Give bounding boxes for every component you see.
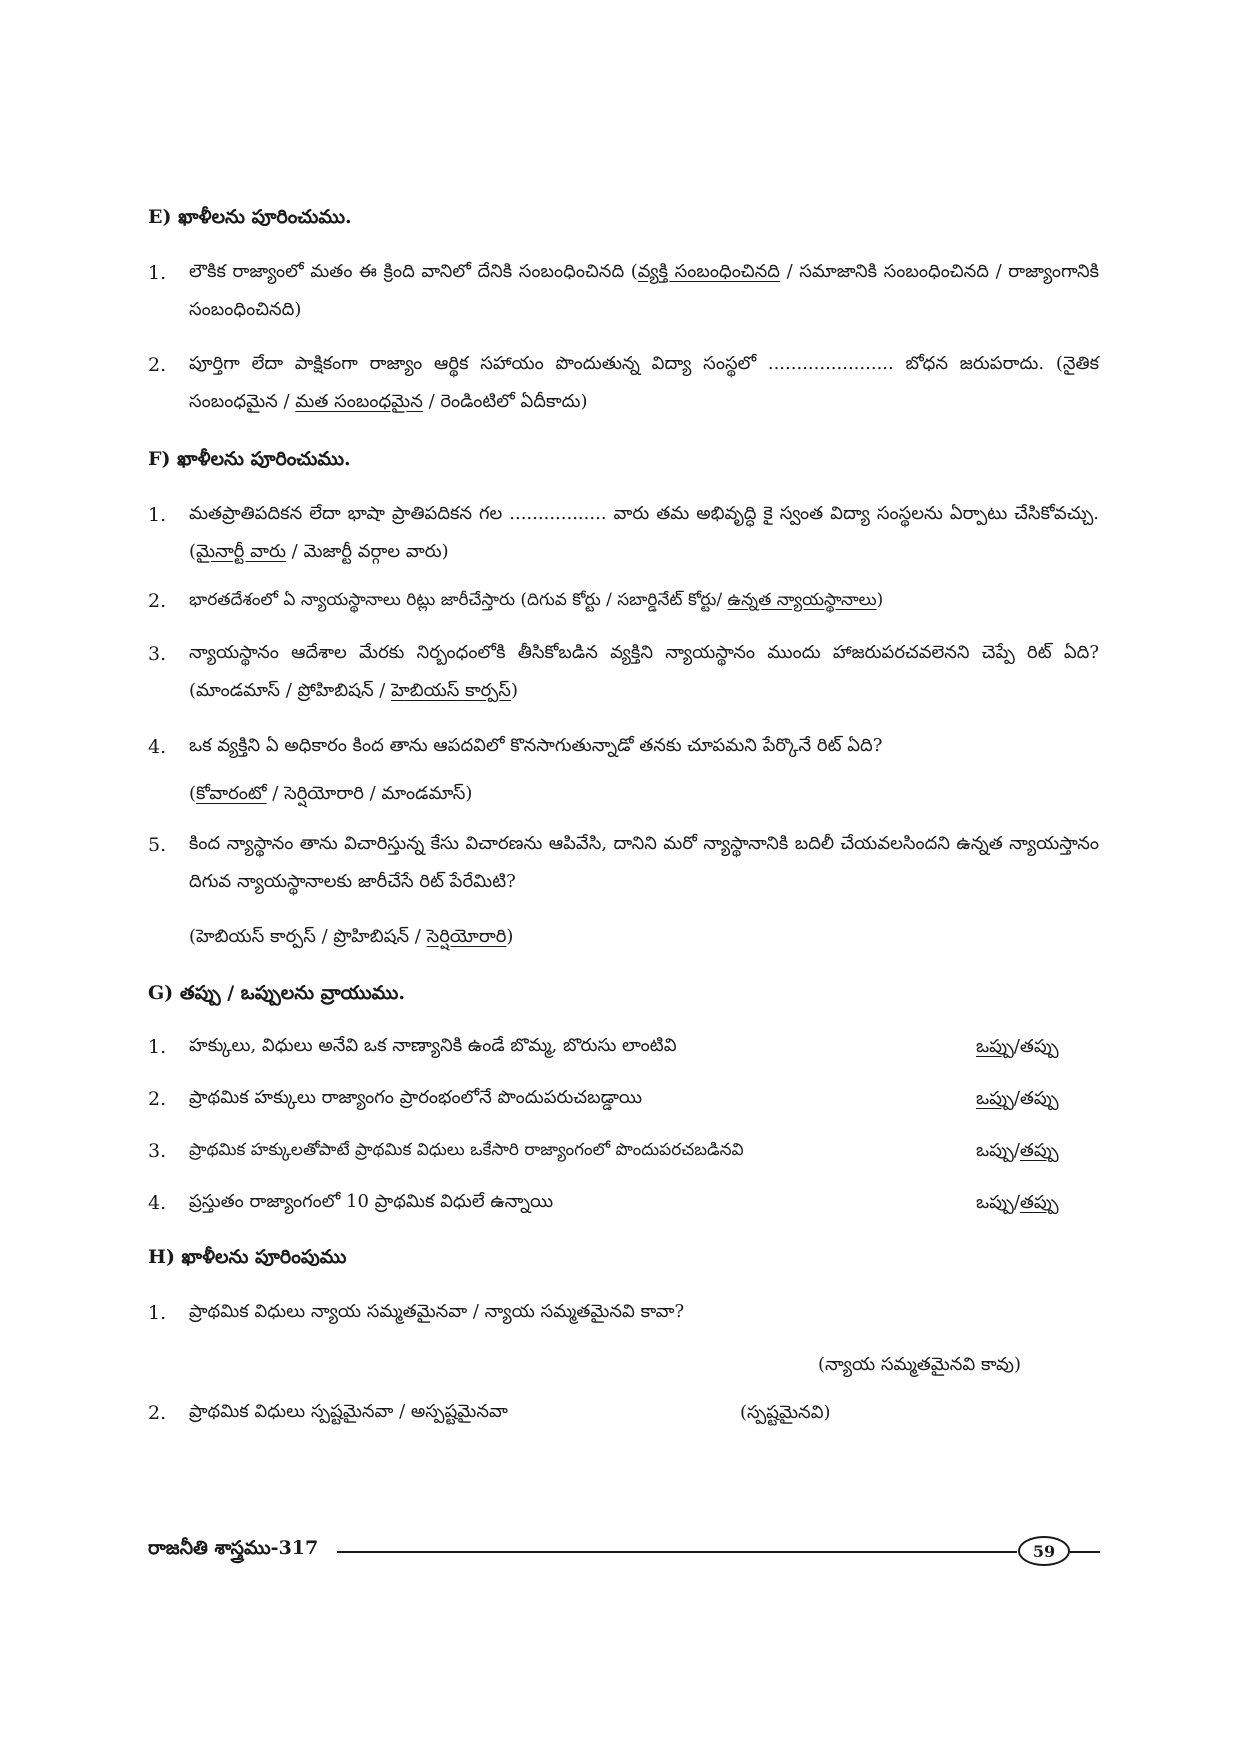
e-q2-answer: మత సంబంధమైన: [295, 391, 423, 412]
g-item-4-number: 4.: [148, 1192, 167, 1214]
page-number: 59: [1018, 1536, 1070, 1566]
e-q1-answer: వ్యక్తి సంబంధించినది: [637, 261, 780, 282]
g-item-1-answer: [976, 1036, 1059, 1061]
f-q5-tail: ): [506, 926, 514, 947]
g-item-4-right: ఒప్పు: [976, 1192, 1014, 1213]
h-q1-number: 1.: [148, 1302, 167, 1324]
h-q1-text: ప్రాథమిక విధులు న్యాయ సమ్మతమైనవా / న్యాయ సమ్మతమైనవి కావా?: [189, 1301, 685, 1322]
g-item-3-right: ఒప్పు: [976, 1140, 1014, 1161]
f-q2-answer: ఉన్నత న్యాయస్థానాలు: [727, 590, 877, 610]
f-q1-lead: మతప్రాతిపదికన లేదా భాషా ప్రాతిపదికన గల ................. వారు తమ అభివృద్ధి కై స్వంత విద్యా సంస్థలను ఏర్పాటు చేసికోవచ్చు. (: [189, 503, 1099, 562]
section-e-heading: E) ఖాళీలను పూరించుము.: [148, 206, 352, 228]
e-q2-number: 2.: [148, 354, 167, 376]
f-q3-text: [189, 634, 1099, 710]
f-q3-number: 3.: [148, 643, 167, 665]
e-q2-text: [189, 345, 1099, 421]
f-q4-open: (: [189, 783, 197, 804]
f-q2-text: [189, 581, 1099, 619]
h-q2-number: 2.: [148, 1402, 167, 1424]
f-q5-options: [189, 918, 1099, 956]
g-item-2-answer: [976, 1088, 1059, 1113]
f-q4-options: [189, 775, 1099, 813]
e-q1-text: [189, 253, 1099, 329]
g-item-3-text: ప్రాథమిక హక్కులతోపాటే ప్రాథమిక విధులు ఒకేసారి రాజ్యాంగంలో పొందుపరచబడినవి: [189, 1140, 744, 1160]
g-item-1-right: ఒప్పు: [976, 1036, 1014, 1057]
g-item-2-number: 2.: [148, 1088, 167, 1110]
g-item-2-text: ప్రాథమిక హక్కులు రాజ్యాంగం ప్రారంభంలోనే పొందుపరుచబడ్డాయి: [189, 1087, 643, 1108]
f-q5-lead: (హెబియస్ కార్పస్ / ప్రొహిబిషన్ /: [189, 926, 427, 947]
f-q2-number: 2.: [148, 590, 167, 612]
g-item-1-sep: /: [1013, 1036, 1020, 1057]
f-q1-text: [189, 495, 1099, 571]
f-q3-answer: హెబియస్ కార్పస్: [391, 680, 511, 701]
e-q2-tail: / రెండింటిలో ఏదీకాదు): [422, 391, 588, 412]
footer-title: రాజనీతి శాస్త్రము-317: [148, 1537, 319, 1559]
section-g-heading: G) తప్పు / ఒప్పులను వ్రాయుము.: [148, 982, 405, 1004]
f-q3-lead: న్యాయస్థానం ఆదేశాల మేరకు నిర్బంధంలోకి తీసికోబడిన వ్యక్తిని న్యాయస్థానం ముందు హాజరుపరచవలెనని చెప్పే రిట్ ఏది? (మాండమాస్ / ప్రోహిబిషన్ /: [189, 642, 1099, 701]
g-item-4-wrong: తప్పు: [1019, 1192, 1059, 1213]
f-q4-tail: / సెర్షియోరారి / మాండమాస్): [266, 783, 473, 804]
f-q4-question: ఒక వ్యక్తిని ఏ అధికారం కింద తాను ఆపదవిలో కొనసాగుతున్నాడో తనకు చూపమని పేర్కొనే రిట్ ఏది?: [189, 735, 883, 756]
h-q2-answer: (స్పష్టమైనవి): [740, 1402, 831, 1423]
g-item-2-right: ఒప్పు: [976, 1088, 1014, 1109]
f-q2-tail: ): [876, 590, 884, 610]
g-item-2-sep: /: [1013, 1088, 1020, 1109]
e-q1-lead: లౌకిక రాజ్యాంలో మతం ఈ క్రింది వానిలో దేనికి సంబంధించినది (: [189, 261, 638, 282]
section-f-heading: F) ఖాళీలను పూరించుము.: [148, 448, 351, 470]
g-item-4-sep: /: [1013, 1192, 1020, 1213]
g-item-1-text: హక్కులు, విధులు అనేవి ఒక నాణ్యానికి ఉండే బొమ్మ, బొరుసు లాంటివి: [189, 1035, 677, 1056]
e-q2-lead: పూర్తిగా లేదా పాక్షికంగా రాజ్యాం ఆర్థిక సహాయం పొందుతున్న విద్యా సంస్థలో ...................... బోధన జరుపరాదు. (నైతిక సంబంధమైన /: [189, 353, 1099, 412]
g-item-3-sep: /: [1013, 1140, 1020, 1161]
e-q1-tail: / సమాజానికి సంబంధించినది / రాజ్యాంగానికి సంబంధించినది): [189, 261, 1099, 320]
f-q4-number: 4.: [148, 736, 167, 758]
f-q1-answer: మైనార్టీ వారు: [196, 541, 286, 562]
g-item-1-wrong: తప్పు: [1019, 1036, 1059, 1057]
f-q5-question: కింద న్యాస్థానం తాను విచారిస్తున్న కేసు విచారణను ఆపివేసి, దానిని మరో న్యాస్థానానికి బదిలీ చేయవలసిందని ఉన్నత న్యాయస్తానం దిగువ న్యాయస్థానాలకు జారీచేసే రిట్ పేరేమిటి?: [189, 833, 1099, 892]
f-q2-lead: భారతదేశంలో ఏ న్యాయస్థానాలు రిట్లు జారీచేస్తారు (దిగువ కోర్టు / సబార్డినేట్ కోర్టు/: [189, 590, 728, 610]
f-q5-answer: సెర్షియోరారి: [426, 926, 507, 947]
footer-divider: [337, 1551, 1017, 1553]
section-h-heading: H) ఖాళీలను పూరింపుము: [148, 1246, 347, 1268]
f-q5-number: 5.: [148, 834, 167, 856]
h-q1-answer: (న్యాయ సమ్మతమైనవి కావు): [818, 1354, 1021, 1375]
e-q1-number: 1.: [148, 262, 167, 284]
f-q4-answer: కోవారంటో: [196, 783, 267, 804]
g-item-3-answer: [976, 1140, 1059, 1165]
f-q1-tail: / మెజార్టీ వర్గాల వారు): [285, 541, 449, 562]
g-item-1-number: 1.: [148, 1036, 167, 1058]
g-item-2-wrong: తప్పు: [1019, 1088, 1059, 1109]
footer-divider-right: [1070, 1551, 1100, 1553]
g-item-4-answer: [976, 1192, 1059, 1217]
g-item-4-text: ప్రస్తుతం రాజ్యాంగంలో 10 ప్రాథమిక విధులే ఉన్నాయి: [189, 1191, 554, 1212]
h-q2-text: ప్రాథమిక విధులు స్పష్టమైనవా / అస్పష్టమైనవా: [189, 1401, 508, 1422]
g-item-3-number: 3.: [148, 1140, 167, 1162]
f-q1-number: 1.: [148, 504, 167, 526]
g-item-3-wrong: తప్పు: [1019, 1140, 1059, 1161]
f-q3-tail: ): [510, 680, 518, 701]
